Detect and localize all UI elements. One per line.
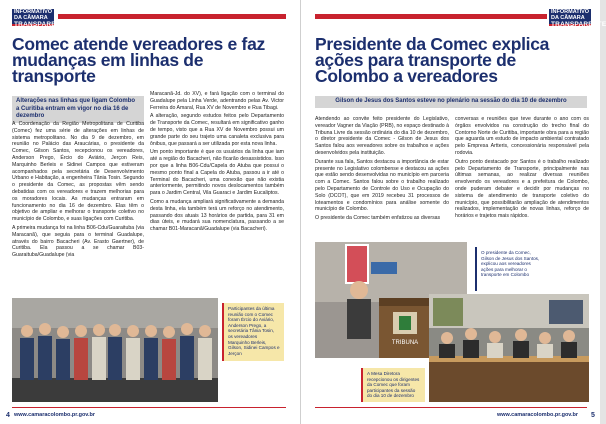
right-page <box>300 0 606 424</box>
paragraph: A primeira mudança foi na linha B06-Cdu/Guaraituba (via Maracanã), que seguia para o terminal Guadalupe, através do bairro Bacacheri (Av. Erasto Gaertner), de Curitiba. Ela passou a se chamar B03-Guaraituba/Guadalupe (via <box>12 224 144 259</box>
photo-caption-bottom: A Mesa Diretora recepcionou os dirigentes da Comec que foram participantes da sessão do dia 10 de dezembro <box>361 368 425 402</box>
plenary-photo-illustration <box>429 294 589 402</box>
website-link[interactable]: www.camaracolombo.pr.gov.br <box>497 412 578 418</box>
paragraph: Atendendo ao convite feito presidente do Legislativo, vereador Vagner da Viação (PRB), no espaço destinado à Tribuna Livre da sessão ordinária do dia 10 de dezembro, o diretor presidente da Comec - Gilson de Jesus dos Santos falou aos vereadores sobre os trabalhos e ações desenvolvidos pela instituição. <box>315 116 449 156</box>
footer-rule <box>315 407 587 408</box>
magazine-logo <box>549 9 606 28</box>
paragraph: Maracanã-Jd. do XV), e fará ligação com o terminal do Guadalupe pela Linha Verde, adentrando pelas Av. Victor Ferreira do Amaral, Rua XV de Novembro e Rua Tibagi. <box>150 91 284 111</box>
text-column-1 <box>315 116 449 236</box>
page-title: Comec atende vereadores e faz mudanças em linhas de transporte <box>12 34 265 86</box>
paragraph: Como a mudança ampliará significativamente a demanda desta linha, ela também terá um reforço no atendimento, passando dos atuais 13 horários de partida, para 31 em dias úteis, e mudará sua nomenclatura, passando a se chamar B01-Maracanã/Guadalupe (via Bacacheri). <box>150 198 284 233</box>
header-bar <box>58 14 286 19</box>
logo-top-text: INFORMATIVO DA CÂMARA <box>14 9 53 21</box>
photo-caption: Participantes da última reunião com o Comec foram Ércio do Aviário, Anderson Prego, a secretária Tânia Tosin, os vereadores Marquinho Berleis, Gilson, Sidinei Campos e Jerçon <box>222 303 284 361</box>
text-column-2 <box>455 116 589 240</box>
paragraph: Durante sua fala, Santos destacou a importância de estar presente no Legislativo colombense e destacou as ações que estão sendo desenvolvidas no município em parceria com a Comec. Santos falou sobre o trabalho realizado pelo Departamento de Controle do Uso e Ocupação do Solo (DCOT), que em 2019 recebeu 31 processos de loteamentos e condomínios para análise somente do município de Colombo. <box>315 158 449 213</box>
website-link[interactable]: www.camaracolombo.pr.gov.br <box>14 412 95 418</box>
paragraph: Um ponto importante é que os usuários da linha que iam até a região do Bacacheri, não ficarão desassistidos. Isso por que a linha B06-Cdu/Capela do Atuba que possui o mesmo ponto final a Capela do Atuba, passou a ir até o Terminal do Bacacheri, uma conexão que não existia anteriormente, permitindo novos deslocamentos também para o Jardim Central, Vila Guaraci e Jardim Eucaliptos. <box>150 149 284 197</box>
subhead: Gilson de Jesus dos Santos esteve no plenário na sessão do dia 10 de dezembro <box>315 96 587 108</box>
magazine-logo <box>12 9 70 28</box>
podium-label: TRIBUNA <box>391 340 419 346</box>
logo-bottom-text: TRANSPARENTE <box>551 21 606 28</box>
paragraph: O presidente da Comec também enfatizou as diversas <box>315 215 441 222</box>
footer-rule <box>12 407 286 408</box>
logo-bottom-text: TRANSPARENTE <box>14 21 70 28</box>
paragraph: A alteração, segundo estudos feitos pelo Departamento de Transporte da Comec, resultará em significativo ganho de tempo, visto que a Rua XV de Novembro possui um grande parte do seu trajeto uma canaleta exclusiva para ônibus, que passará a ser utilizada por esta nova linha. <box>150 113 284 147</box>
left-page <box>0 0 300 424</box>
page-title: Presidente da Comec explica ações para transporte de Colombo a vereadores <box>315 34 550 86</box>
page-number: 4 <box>6 412 10 419</box>
subhead: Alterações nas linhas que ligam Colombo a Curitiba entram em vigor no dia 16 de dezembro <box>12 96 144 123</box>
paragraph: Outro ponto destacado por Santos é o trabalho realizado pelo Departamento de Transporte, principalmente nas últimas semanas, ao realizar diversas reuniões envolvendo os vereadores e a prefeitura de Colombo, onde puderam debater e decidir por mudanças no sistema de atendimento de transporte coletivo do município, que possibilitarão ampliação de atendimentos realizados, implementação de novas linhas, reforço de horários e trajetos mais rápidos. <box>455 158 589 220</box>
plenary-photo <box>429 294 589 402</box>
header-bar <box>315 14 547 19</box>
text-column-2 <box>150 91 284 295</box>
paragraph: A Coordenação da Região Metropolitana de Curitiba (Comec) fez uma série de alterações em linhas de sistema metropolitano. No dia 9 de dezembro, em reunião no Palácio das Araucárias, o presidente da Comec, Gilson Santos, recepcionou os vereadores, Anderson Prego, Ércio do Aviário, Jerçon Reis, Marquinho Berleis e Sidinei Campos que estiveram acompanhados pela secretária de Desenvolvimento Urbano e Habitação, a engenheira Tânia Tosin. Segundo o presidente da Comec, as propostas vêm sendo debatidas com os vereadores e trazem melhorias para os moradores locais. As mudanças entraram em funcionamento no dia 16 de dezembro. Elas têm o objetivo de ampliar e melhorar o transporte coletivo no município de Colombo, e suas ligações com Curitiba. <box>12 121 144 223</box>
photo-caption-top: O presidente da Comec, Gilson de Jesus dos Santos, explicou aos vereadores ações para melhorar o transporte em Colombo <box>475 247 545 291</box>
logo-top-text: INFORMATIVO DA CÂMARA <box>551 9 590 21</box>
group-photo-illustration <box>12 298 218 402</box>
text-column-1 <box>12 121 144 293</box>
page-number: 5 <box>591 412 595 419</box>
paragraph: conversas e reuniões que teve durante o ano com os órgãos envolvidos na construção do trecho final do Contorno Norte de Curitiba, importante obra para a região que aguarda um estudo de impacto ambiental contratado pelo Empresa Artteris, concessionária responsável pela rodovia. <box>455 116 589 156</box>
group-photo <box>12 298 218 402</box>
